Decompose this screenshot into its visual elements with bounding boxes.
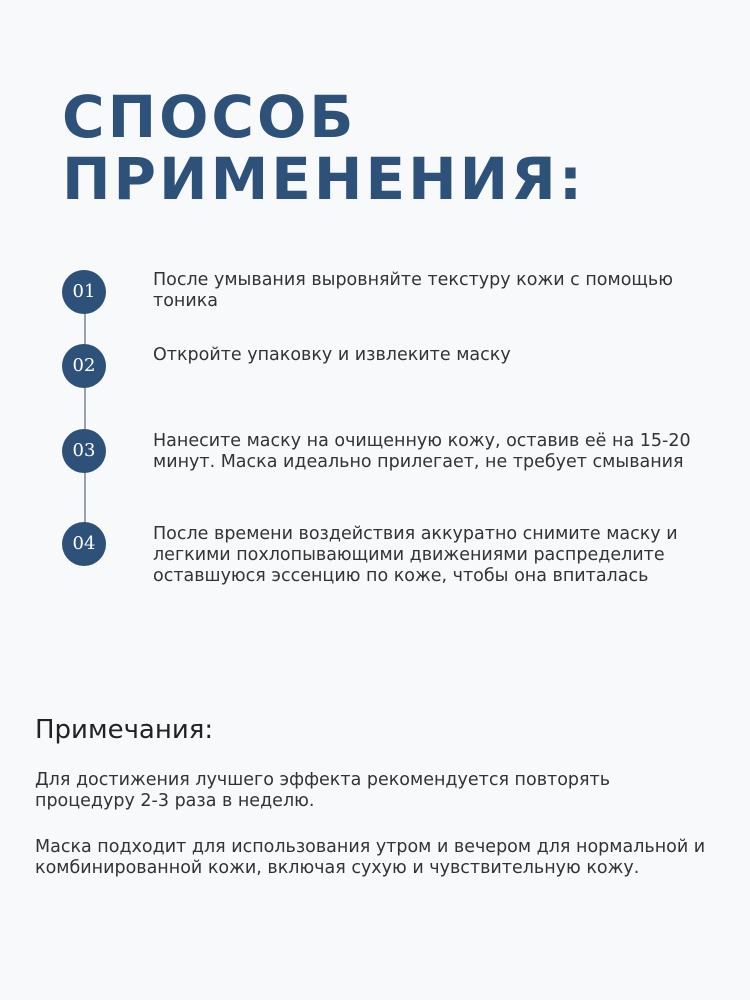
- step-4-text: После времени воздействия аккуратно снимите маску и легкими похлопывающими движениями распределите оставшуюся эссенцию по коже, чтобы она впиталась: [153, 524, 678, 586]
- note-paragraph-1: Для достижения лучшего эффекта рекомендуется повторять процедуру 2-3 раза в неделю.: [35, 770, 611, 811]
- step-1-text: После умывания выровняйте текстуру кожи с помощью тоника: [153, 270, 673, 311]
- page-title-line-1: СПОСОБ: [62, 83, 357, 151]
- step-4-number-badge: 04: [62, 522, 106, 566]
- step-3-text: Нанесите маску на очищенную кожу, оставив её на 15-20 минут. Маска идеально прилегает, не требует смывания: [153, 431, 691, 472]
- step-2-text: Откройте упаковку и извлеките маску: [153, 345, 511, 365]
- note-paragraph-2: Маска подходит для использования утром и вечером для нормальной и комбинированной кожи, включая сухую и чувствительную кожу.: [35, 837, 706, 878]
- page-title: [62, 83, 586, 213]
- step-1-number-badge: 01: [62, 270, 106, 314]
- step-2-number-badge: 02: [62, 344, 106, 388]
- step-3-number-badge: 03: [62, 429, 106, 473]
- page-title-line-2: ПРИМЕНЕНИЯ:: [62, 145, 586, 213]
- timeline-connector: [84, 292, 86, 544]
- notes-heading: Примечания:: [35, 715, 214, 745]
